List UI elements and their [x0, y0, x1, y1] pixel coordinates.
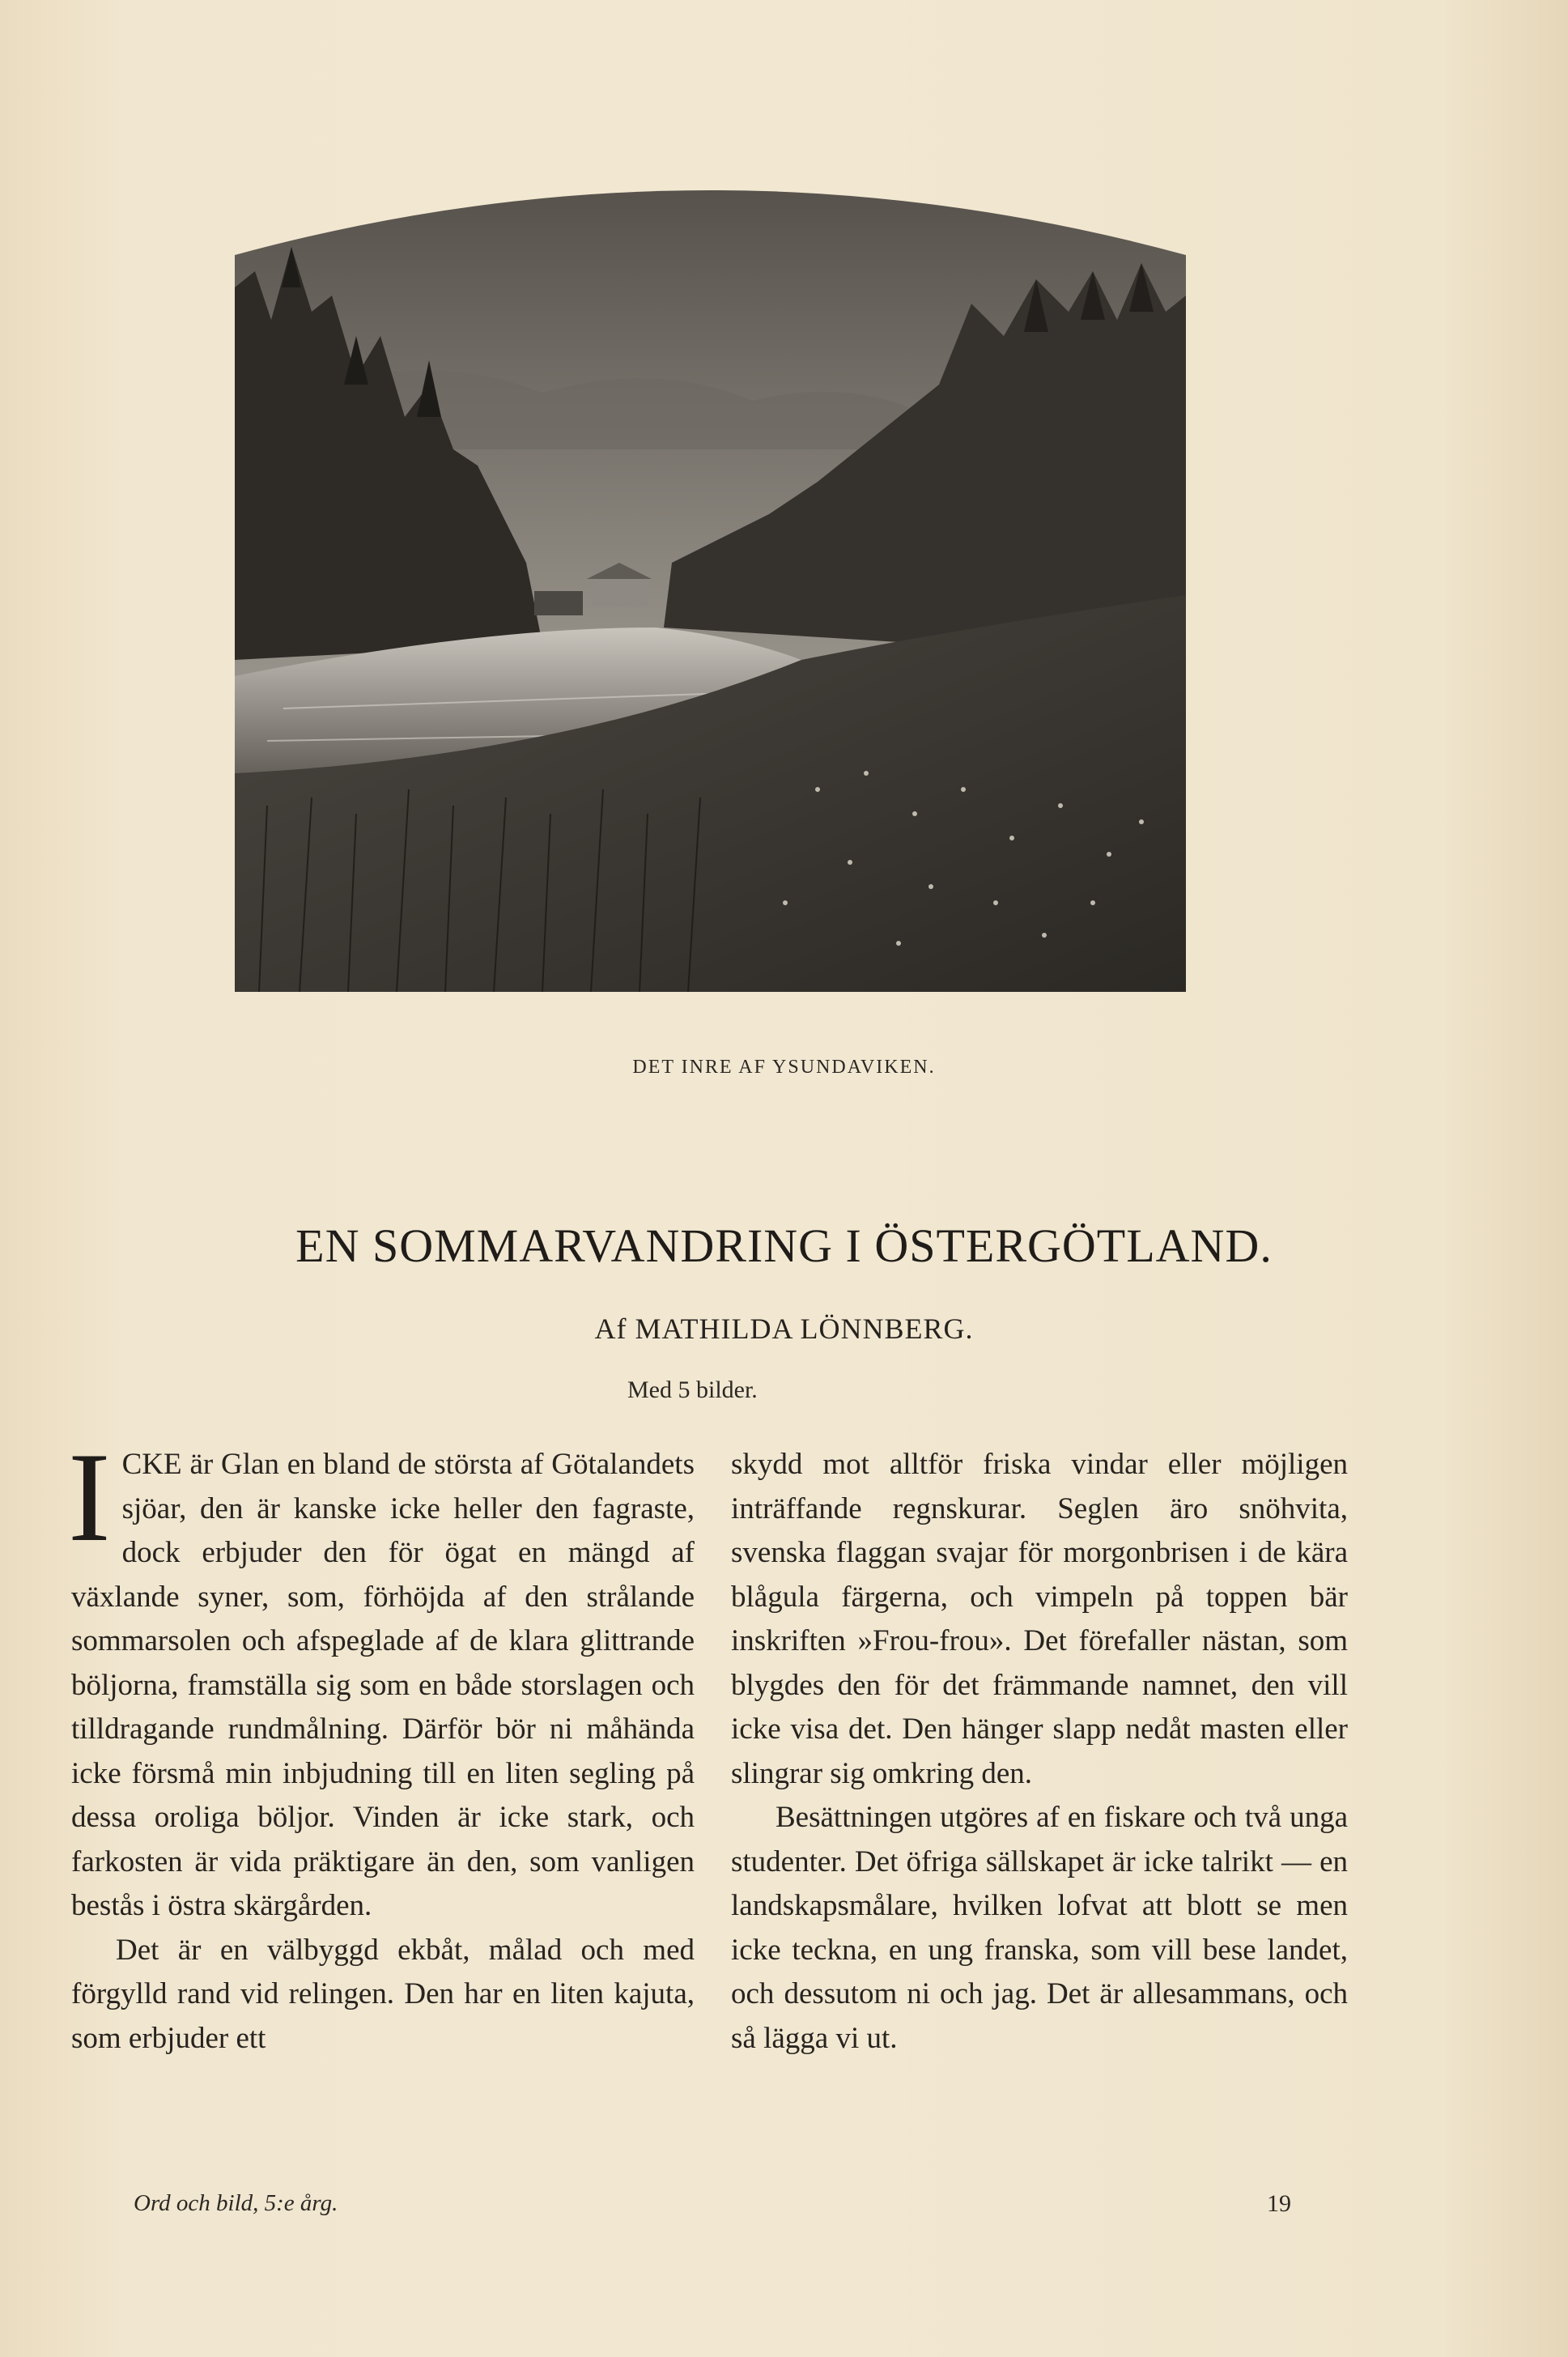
drop-cap: I — [68, 1427, 111, 1568]
page-number: 19 — [1267, 2190, 1291, 2217]
paragraph: Besättningen utgöres af en fiskare och två unga studenter. Det öfriga sällskapet är icke talrikt — en landskapsmålare, hvilken lofvat att blott se men icke teckna, en ung franska, som vill bese landet, och dessutom ni och jag. Det är allesammans, och så lägga vi ut. — [731, 1801, 1348, 2055]
article-subline: Med 5 bilder. — [627, 1376, 758, 1403]
text-column-right — [731, 1443, 1348, 2061]
paragraph-text: CKE är Glan en bland de största af Götalandets sjöar, den är kanske icke heller den fagraste, dock erbjuder den för ögat en mängd af växlande syner, som, förhöjda af den strålande sommarsolen och afspeglade af de klara glittrande böljorna, framställa sig som en både storslagen och tilldragande rundmålning. Därför bör ni måhända icke försmå min inbjudning till en liten segling på dessa oroliga böljor. Vinden är icke stark, och farkosten är vida präktigare än den, som vanligen bestås i östra skärgården. — [71, 1448, 695, 1922]
landscape-illustration — [235, 174, 1186, 992]
illustration-caption: DET INRE AF YSUNDAVIKEN. — [632, 1057, 936, 1078]
paragraph: Det är en välbyggd ekbåt, målad och med förgylld rand vid relingen. Den har en liten kajuta, som erbjuder ett — [71, 1933, 695, 2055]
footer-source: Ord och bild, 5:e årg. — [134, 2190, 338, 2216]
paragraph — [68, 1427, 695, 1929]
article-byline: Af MATHILDA LÖNNBERG. — [594, 1313, 974, 1345]
article-title: EN SOMMARVANDRING I ÖSTERGÖTLAND. — [295, 1219, 1273, 1272]
text-column-left — [68, 1427, 695, 2061]
paragraph: skydd mot alltför friska vindar eller möjligen inträffande regnskurar. Seglen äro snöhvita, svenska flaggan svajar för morgonbrisen i de kära blågula färgerna, och vimpeln på toppen bär inskriften »Frou-frou». Det förefaller nästan, som blygdes den för det främmande namnet, den vill icke visa det. Den hänger slapp nedåt masten eller slingrar sig omkring den. — [731, 1448, 1348, 1790]
